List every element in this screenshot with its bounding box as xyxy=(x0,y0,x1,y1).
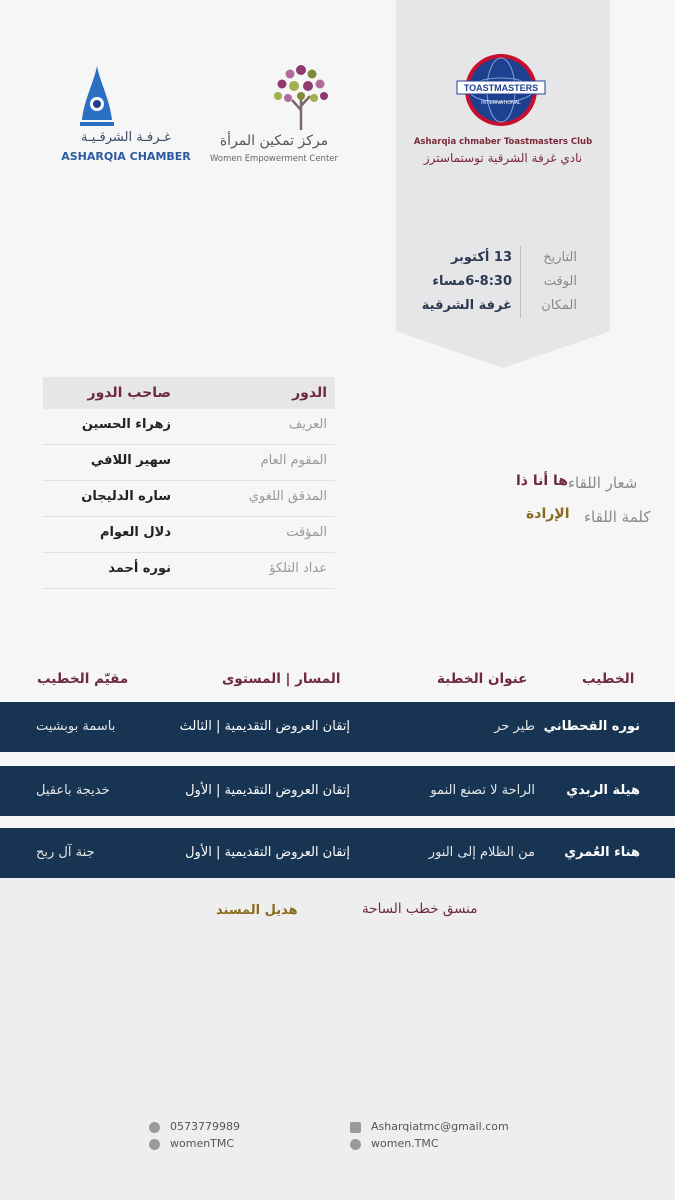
role-name: المؤقت xyxy=(286,525,327,540)
date-value: 13 أكتوبر xyxy=(450,250,512,265)
header-evaluator: مقيّم الخطيب xyxy=(37,671,129,687)
word-label: كلمة اللقاء xyxy=(584,508,651,526)
speaker-name: هيلة الربدي xyxy=(566,783,640,798)
x-handle: womenTMC xyxy=(170,1137,235,1150)
table-row xyxy=(43,445,335,481)
whatsapp-number: 0573779989 xyxy=(170,1120,240,1133)
meeting-info-labels xyxy=(520,246,577,318)
header-path-level: المسار | المستوى xyxy=(222,671,341,687)
header-role: الدور xyxy=(292,385,327,401)
place-label: المكان xyxy=(541,298,577,313)
coordinator-name: هديل المسند xyxy=(216,903,298,918)
role-name: العريف xyxy=(288,417,327,432)
header-person: صاحب الدور xyxy=(87,385,171,401)
role-name: المدقق اللغوي xyxy=(248,489,327,504)
role-name: عداد التلكؤ xyxy=(269,561,327,576)
instagram-contact xyxy=(350,1137,439,1150)
instagram-icon xyxy=(350,1139,361,1150)
club-name-ar: نادي غرفة الشرقية توستماسترز xyxy=(423,151,583,165)
table-row xyxy=(43,553,335,589)
email-icon xyxy=(350,1122,361,1133)
speaker-name: هناء العُمري xyxy=(564,845,640,860)
speech-row xyxy=(0,766,675,816)
speech-title: من الظلام إلى النور xyxy=(428,845,535,860)
roles-table-header xyxy=(43,377,335,409)
chamber-sail-logo xyxy=(80,64,114,128)
speech-title: الراحة لا تصنع النمو xyxy=(430,783,535,798)
speech-path: إتقان العروض التقديمية | الأول xyxy=(185,845,350,860)
chamber-name-en: ASHARQIA CHAMBER xyxy=(61,150,191,163)
club-name-en: Asharqia chmaber Toastmasters Club xyxy=(413,137,593,147)
evaluator-name: خديجة باعقيل xyxy=(36,783,110,798)
time-value: 6-8:30مساء xyxy=(432,274,512,289)
bottom-panel xyxy=(0,878,675,1200)
role-person: نوره أحمد xyxy=(108,561,171,576)
speech-path: إتقان العروض التقديمية | الأول xyxy=(185,783,350,798)
speech-path: إتقان العروض التقديمية | الثالث xyxy=(179,719,350,734)
table-row xyxy=(43,409,335,445)
meeting-info-values xyxy=(400,246,512,318)
role-name: المقوم العام xyxy=(260,453,327,468)
instagram-handle: women.TMC xyxy=(371,1137,439,1150)
toastmasters-subtext: INTERNATIONAL xyxy=(481,100,521,106)
table-row xyxy=(43,517,335,553)
chamber-name-ar: غـرفـة الشرقـيـة xyxy=(81,130,171,145)
date-label: التاريخ xyxy=(543,250,577,265)
wec-tree-logo xyxy=(270,60,332,132)
whatsapp-contact xyxy=(149,1120,240,1133)
wec-name-ar: مركز تمكين المرأة xyxy=(219,133,329,149)
email-address: Asharqiatmc@gmail.com xyxy=(371,1120,509,1133)
evaluator-name: جنة آل ربح xyxy=(36,845,95,860)
toastmasters-wordmark: TOASTMASTERS xyxy=(463,83,539,93)
wec-name-en: Women Empowerment Center xyxy=(209,154,339,164)
header-speaker: الخطيب xyxy=(582,671,635,687)
role-person: ساره الدليجان xyxy=(81,489,171,504)
speaker-name: نوره القحطاني xyxy=(543,719,640,734)
slogan-value: ها أنا ذا xyxy=(516,473,569,489)
header-speech-title: عنوان الخطبة xyxy=(437,671,528,687)
time-label: الوقت xyxy=(543,274,577,289)
whatsapp-icon xyxy=(149,1122,160,1133)
speech-row xyxy=(0,702,675,752)
speech-title: طير حر xyxy=(494,719,535,734)
place-value: غرفة الشرقية xyxy=(421,298,512,313)
table-row xyxy=(43,481,335,517)
email-contact xyxy=(350,1120,509,1133)
role-person: زهراء الحسين xyxy=(81,417,171,432)
speech-row xyxy=(0,828,675,878)
roles-table xyxy=(43,377,335,589)
role-person: سهير اللافي xyxy=(90,453,171,468)
evaluator-name: باسمة بوبشيت xyxy=(36,719,116,734)
slogan-label: شعار اللقاء xyxy=(568,474,638,492)
role-person: دلال العوام xyxy=(100,525,171,540)
toastmasters-logo xyxy=(455,50,547,130)
x-icon xyxy=(149,1139,160,1150)
coordinator-label: منسق خطب الساحة xyxy=(362,901,478,917)
word-value: الإرادة xyxy=(526,506,570,522)
x-contact xyxy=(149,1137,234,1150)
